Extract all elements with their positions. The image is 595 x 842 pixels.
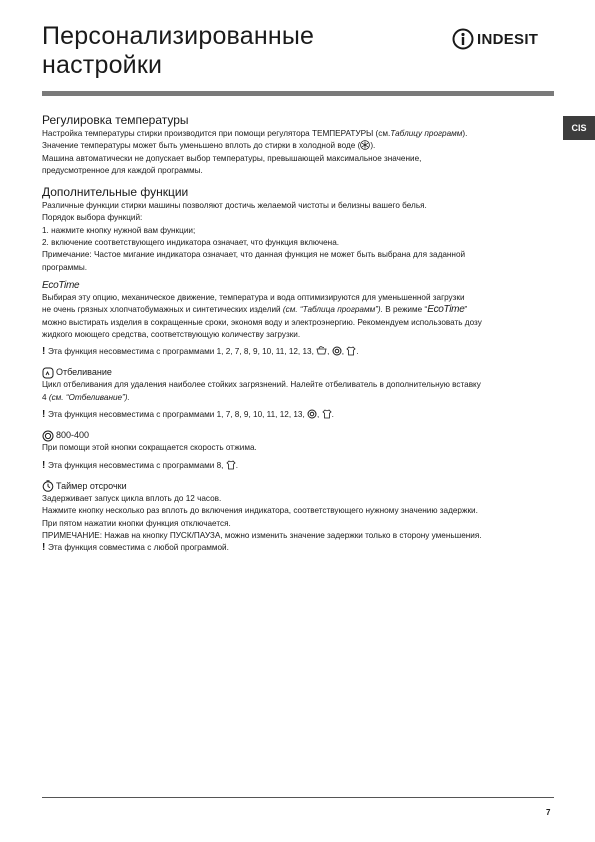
paragraph-line: предусмотренное для каждой программы. xyxy=(42,165,203,175)
page-number: 7 xyxy=(546,808,551,817)
section-heading-extra-functions: Дополнительные функции xyxy=(42,185,189,200)
header-rule xyxy=(42,91,554,96)
compatibility-note: ! Эта функция несовместима с программами 1, 7, 8, 9, 10, 11, 12, 13, , . xyxy=(42,409,334,421)
warning-icon: ! xyxy=(42,459,46,471)
delay-timer-title: Таймер отсрочки xyxy=(42,480,558,493)
timer-icon xyxy=(42,480,54,492)
page-title-line2: настройки xyxy=(42,51,163,79)
compatibility-note: ! Эта функция несовместима с программами 8, . xyxy=(42,459,238,471)
bleach-icon xyxy=(42,367,54,379)
paragraph-line: ПРИМЕЧАНИЕ: Нажав на кнопку ПУСК/ПАУЗА, можно изменить значение задержки только в сторону уменьшения. xyxy=(42,530,482,540)
page-content xyxy=(42,113,558,554)
paragraph-line: Цикл отбеливания для удаления наиболее стойких загрязнений. Налейте отбеливатель в дополнительную вставку xyxy=(42,380,481,390)
language-tab: CIS xyxy=(563,116,595,140)
shirt-icon xyxy=(226,460,236,470)
paragraph-line: Машина автоматически не допускает выбор температуры, превышающей максимальное значение, xyxy=(42,153,422,163)
paragraph-line: 4 (см. “Отбеливание”). xyxy=(42,392,130,402)
spin-title: 800-400 xyxy=(42,429,558,442)
paragraph-line: Примечание: Частое мигание индикатора означает, что данная функция не может быть выбрана для заданной xyxy=(42,250,466,260)
woolmark-icon xyxy=(332,346,342,356)
paragraph-line: жидкого моющего средства, соответствующую количеству загрузки. xyxy=(42,329,301,339)
page-title xyxy=(42,22,402,80)
brand-name: INDESIT xyxy=(477,30,539,48)
paragraph-line: можно выстирать изделия в сокращенные сроки, экономя воду и электроэнергию. Рекомендуем использовать дозу xyxy=(42,317,482,327)
paragraph-line: не очень грязных хлопчатобумажных и синтетических изделий (см. “Таблица программ”). В режиме “EcoTime” xyxy=(42,304,468,316)
shirt-icon xyxy=(322,409,332,419)
compatibility-note: ! Эта функция совместима с любой программой. xyxy=(42,542,229,554)
indesit-logo-icon xyxy=(452,28,474,50)
warning-icon: ! xyxy=(42,346,46,358)
paragraph-line: Настройка температуры стирки производится при помощи регулятора ТЕМПЕРАТУРЫ (см.Таблицу программ). xyxy=(42,129,468,138)
paragraph-line: Значение температуры может быть уменьшено вплоть до стирки в холодной воде ( ). xyxy=(42,141,376,151)
paragraph-line: При помощи этой кнопки сокращается скорость отжима. xyxy=(42,443,257,453)
ecotime-title: EcoTime xyxy=(42,279,80,291)
paragraph-line: 2. включение соответствующего индикатора означает, что функция включена. xyxy=(42,238,340,248)
hand-wash-icon xyxy=(316,346,327,356)
snowflake-icon xyxy=(360,140,370,150)
warning-icon: ! xyxy=(42,542,46,554)
paragraph-line: Задерживает запуск цикла вплоть до 12 часов. xyxy=(42,493,222,503)
paragraph-line: Различные функции стирки машины позволяют достичь желаемой чистоты и белизны вашего белья. xyxy=(42,201,427,211)
shirt-icon xyxy=(346,346,356,356)
bleach-title: Отбеливание xyxy=(42,366,558,379)
paragraph-line: Нажмите кнопку несколько раз вплоть до включения индикатора, соответствующего нужному значению задержки. xyxy=(42,506,478,516)
section-heading-temperature: Регулировка температуры xyxy=(42,113,189,127)
paragraph-line: При пятом нажатии кнопки функция отключается. xyxy=(42,518,231,528)
paragraph-line: 1. нажмите кнопку нужной вам функции; xyxy=(42,225,196,235)
woolmark-icon xyxy=(307,409,317,419)
spin-icon xyxy=(42,430,54,442)
footer-rule xyxy=(42,797,554,798)
brand-logo xyxy=(452,28,538,50)
page-title-line1: Персонализированные xyxy=(42,22,315,50)
paragraph-line: Выбирая эту опцию, механическое движение, температура и вода оптимизируются для уменьшенной загрузки xyxy=(42,292,465,302)
compatibility-note: ! Эта функция несовместима с программами 1, 2, 7, 8, 9, 10, 11, 12, 13, , , . xyxy=(42,346,359,358)
warning-icon: ! xyxy=(42,409,46,421)
paragraph-line: Порядок выбора функций: xyxy=(42,213,143,223)
paragraph-line: программы. xyxy=(42,262,88,272)
